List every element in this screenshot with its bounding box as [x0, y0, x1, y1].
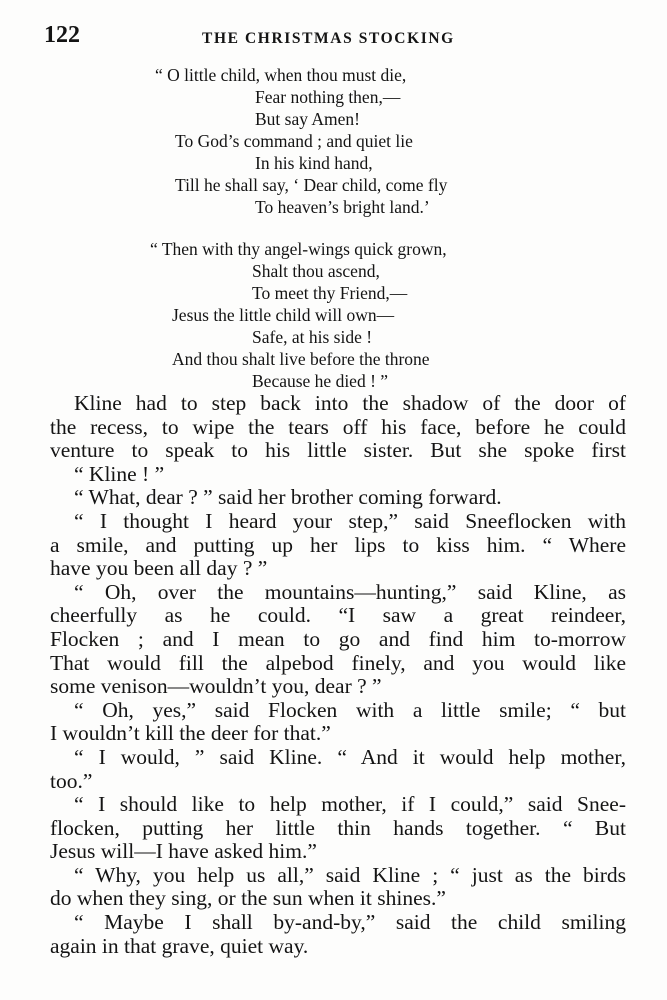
text-line: the recess, to wipe the tears off his face, before he could — [50, 414, 626, 439]
text-line: “ Why, you help us all,” said Kline ; “ just as the birds — [74, 862, 626, 887]
text-line: “ Kline ! ” — [74, 461, 165, 486]
text-line: have you been all day ? ” — [50, 556, 268, 581]
text-line: Flocken ; and I mean to go and find him to-morrow — [50, 626, 626, 651]
paragraph — [50, 793, 626, 864]
paragraph — [50, 510, 626, 581]
paragraph — [50, 911, 626, 958]
paragraph — [50, 699, 626, 746]
poem-line: “ O little child, when thou must die, — [155, 65, 407, 85]
text-line: I wouldn’t kill the deer for that.” — [50, 721, 331, 746]
text-line: venture to speak to his little sister. But she spoke first — [50, 438, 626, 463]
page-number: 122 — [44, 22, 80, 48]
paragraph — [50, 486, 626, 510]
text-line: again in that grave, quiet way. — [50, 933, 309, 958]
text-line: “ I thought I heard your step,” said Sneeflocken with — [74, 508, 626, 533]
poem-line: In his kind hand, — [255, 153, 373, 173]
paragraph — [50, 746, 626, 793]
poem-stanza-1 — [0, 64, 667, 218]
paragraph — [50, 864, 626, 911]
poem-line: Till he shall say, ‘ Dear child, come fly — [175, 175, 448, 195]
poem-line: Shalt thou ascend, — [252, 261, 380, 281]
poem-line: To God’s command ; and quiet lie — [175, 131, 413, 151]
text-line: “ What, dear ? ” said her brother coming forward. — [74, 485, 502, 510]
poem-stanza-2 — [0, 238, 667, 392]
text-line: Kline had to step back into the shadow of the door of — [74, 391, 626, 415]
text-line: cheerfully as he could. “I saw a great reindeer, — [50, 603, 626, 628]
text-line: do when they sing, or the sun when it shines.” — [50, 886, 446, 911]
prose-body — [50, 392, 626, 958]
paragraph — [50, 392, 626, 463]
text-line: too.” — [50, 768, 93, 793]
poem-line: To meet thy Friend,— — [252, 283, 408, 303]
text-line: flocken, putting her little thin hands together. “ But — [50, 815, 626, 840]
paragraph — [50, 463, 626, 487]
poem-line: Safe, at his side ! — [252, 327, 373, 347]
running-title: THE CHRISTMAS STOCKING — [202, 30, 455, 47]
poem — [0, 64, 667, 412]
text-line: “ Maybe I shall by-and-by,” said the child smiling — [74, 910, 626, 935]
text-line: some venison—wouldn’t you, dear ? ” — [50, 674, 382, 699]
poem-line: “ Then with thy angel-wings quick grown, — [150, 239, 447, 259]
poem-line: But say Amen! — [255, 109, 360, 129]
text-line: “ I should like to help mother, if I could,” said Snee- — [74, 792, 626, 817]
text-line: That would fill the alpebod finely, and you would like — [50, 650, 626, 675]
poem-line: Fear nothing then,— — [255, 87, 401, 107]
text-line: a smile, and putting up her lips to kiss him. “ Where — [50, 532, 626, 557]
poem-line: Because he died ! ” — [252, 371, 389, 391]
text-line: “ Oh, yes,” said Flocken with a little smile; “ but — [74, 697, 626, 722]
poem-line: And thou shalt live before the throne — [172, 349, 430, 369]
page-header — [44, 18, 647, 48]
poem-line: Jesus the little child will own— — [172, 305, 395, 325]
poem-line: To heaven’s bright land.’ — [255, 197, 430, 217]
paragraph — [50, 581, 626, 699]
text-line: “ Oh, over the mountains—hunting,” said Kline, as — [74, 579, 626, 604]
text-line: Jesus will—I have asked him.” — [50, 839, 317, 864]
text-line: “ I would, ” said Kline. “ And it would help mother, — [74, 744, 626, 769]
